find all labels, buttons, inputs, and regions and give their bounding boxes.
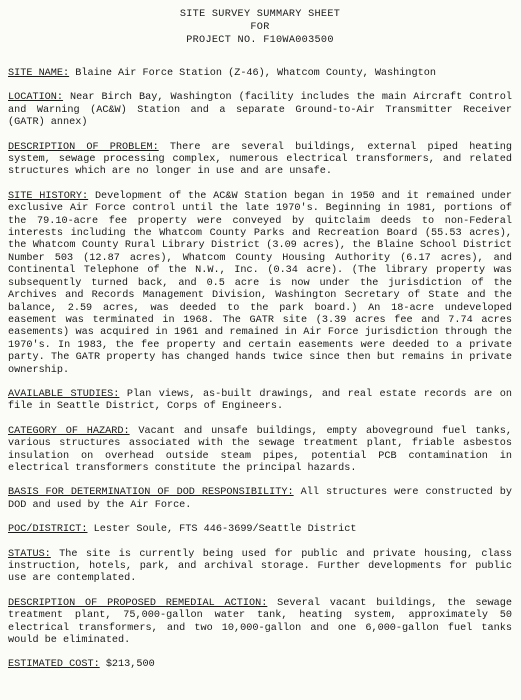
site-name-label: SITE NAME: [8,68,70,79]
section-remedial [8,598,512,648]
cost-text: $213,500 [99,659,155,671]
section-basis [8,487,512,512]
status-text: The site is currently being used for public and private housing, class instruction, hotels, park, and archival storage. Further developments for public use are contemplated. [8,548,512,585]
site-name-text: Blaine Air Force Station (Z-46), Whatcom County, Washington [69,68,436,79]
hazard-label: CATEGORY OF HAZARD: [8,425,130,437]
section-poc [8,524,512,536]
status-label: STATUS: [8,548,51,560]
section-site-name [8,68,512,80]
studies-label: AVAILABLE STUDIES: [8,388,120,400]
section-studies [8,389,512,414]
header-title: SITE SURVEY SUMMARY SHEET [179,9,341,20]
section-history [8,191,512,377]
studies-text: Plan views, as-built drawings, and real estate records are on file in Seattle District, Corps of Engineers. [8,388,512,413]
section-status [8,549,512,586]
hazard-text: Vacant and unsafe buildings, empty aboveground fuel tanks, various structures associated with the sewage treatment plant, friable asbestos insulation on overhead outside steam pipes, potential PCB contamination in electrical transformers constitute the principal hazards. [8,425,512,474]
history-label: SITE HISTORY: [8,190,89,202]
section-location [8,92,512,129]
location-label: LOCATION: [8,92,64,104]
history-text: Development of the AC&W Station began in 1950 and it remained under exclusive Air Force control until the late 1970's. Beginning in 1981, portions of the 79.10-acre fee property were conveyed by quitclaim deeds to non-Federal interests including the Whatcom County Parks and Recreation Board (55.53 acres), the Whatcom County Rural Library District (3.09 acres), the Blaine School District Number 503 (12.87 acres), Whatcom County Housing Authority (6.17 acres), and Continental Telephone of the N.W., Inc. (0.34 acre). (The library property was subsequently turned back, and 0.5 acre is now under the jurisdiction of the Archives and Records Management Division, Washington Secretary of State and the balance, 2.59 acres, was deeded to the park board.) An 18-acre undeveloped easement was terminated in 1968. The GATR site (3.39 acres fee and 7.74 acres easements) was acquired in 1961 and remained in Air Force jurisdiction through the 1970's. In 1983, the fee property and certain easements were deeded to a private party. The GATR property has changed hands twice since then but remains in private ownership. [8,190,512,376]
section-hazard [8,426,512,476]
header-project-number: PROJECT NO. F10WA003500 [186,35,334,46]
poc-label: POC/DISTRICT: [8,524,88,536]
location-text: Near Birch Bay, Washington (facility includes the main Aircraft Control and Warning (AC&W) Station and a separate Ground-to-Air Transmitter Receiver (GATR) annex) [8,92,512,129]
document-header [8,8,512,47]
poc-text: Lester Soule, FTS 446-3699/Seattle District [87,524,357,536]
problem-label: DESCRIPTION OF PROBLEM: [8,141,159,153]
remedial-label: DESCRIPTION OF PROPOSED REMEDIAL ACTION: [8,597,268,609]
header-for: FOR [250,22,270,33]
problem-text: There are several buildings, external piped heating system, sewage processing complex, numerous electrical transformers, and related structures which are no longer in use and are unsafe. [8,141,512,178]
section-cost [8,659,512,671]
basis-text: All structures were constructed by DOD and used by the Air Force. [8,487,512,511]
remedial-text: Several vacant buildings, the sewage treatment plant, 75,000-gallon water tank, heating system, approximately 50 electrical transformers, and two 10,000-gallon and one 6,000-gallon fuel tanks would be eliminated. [8,597,512,647]
cost-label: ESTIMATED COST: [8,659,100,671]
section-problem [8,142,512,179]
basis-label: BASIS FOR DETERMINATION OF DOD RESPONSIBILITY: [8,487,294,499]
